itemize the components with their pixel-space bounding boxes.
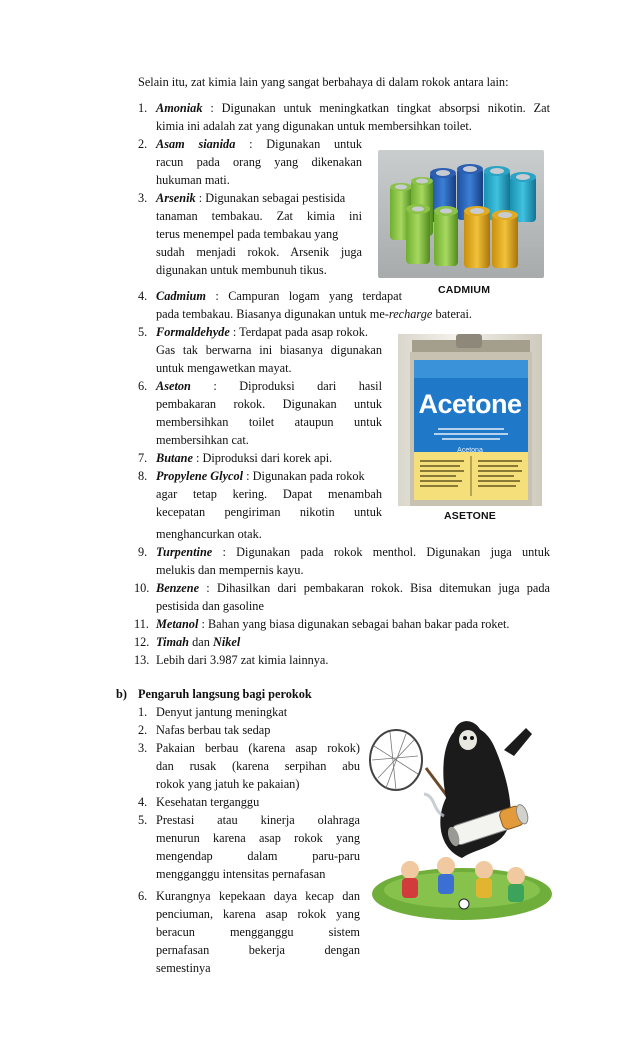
list-item-line: untuk mengawetkan mayat.: [156, 361, 292, 375]
item-number: 4.: [138, 289, 148, 303]
item-number: 10.: [134, 581, 150, 595]
chemical-name: Timah: [156, 635, 190, 649]
intro-text: Selain itu, zat kimia lain yang sangat berbahaya di dalam rokok antara lain:: [138, 75, 509, 89]
list-item-line: beracun mengganggu sistem: [156, 925, 360, 939]
list-item-line: melukis dan mempernis kayu.: [156, 563, 304, 577]
chemical-name: Arsenik: [156, 191, 196, 205]
list-item: Formaldehyde : Terdapat pada asap rokok.: [156, 325, 369, 339]
list-item: Arsenik : Digunakan sebagai pestisida: [156, 191, 346, 205]
list-item-line: membersihkan cat.: [156, 433, 249, 447]
item-number: 5.: [138, 813, 148, 827]
list-item: Amoniak : Digunakan untuk meningkatkan tingkat absorpsi nikotin. Zat: [156, 101, 550, 115]
item-number: 11.: [134, 617, 149, 631]
list-item: Aseton : Diproduksi dari hasil: [156, 379, 382, 393]
item-number: 7.: [138, 451, 148, 465]
list-item: Turpentine : Digunakan pada rokok menthol. Digunakan juga untuk: [156, 545, 550, 559]
item-number: 2.: [138, 137, 148, 151]
item-number: 3.: [138, 741, 148, 755]
list-item-line: pestisida dan gasoline: [156, 599, 264, 613]
chemical-name: Aseton: [156, 379, 191, 393]
item-number: 13.: [134, 653, 150, 667]
chemical-name: Turpentine: [156, 545, 213, 559]
item-number: 6.: [138, 379, 148, 393]
item-number: 1.: [138, 101, 148, 115]
chemical-name: Nikel: [212, 635, 241, 649]
chemical-name: Formaldehyde: [156, 325, 230, 339]
list-item-line: pernafasan bekerja dengan: [156, 943, 360, 957]
list-item: Timah dan Nikel: [156, 635, 241, 649]
list-item: Metanol : Bahan yang biasa digunakan sebagai bahan bakar pada roket.: [156, 617, 510, 631]
list-item-line: Gas tak berwarna ini biasanya digunakan: [156, 343, 382, 357]
item-number: 6.: [138, 889, 148, 903]
chemical-name: Benzene: [156, 581, 200, 595]
chemical-name: Metanol: [156, 617, 199, 631]
list-item-line: menghancurkan otak.: [156, 527, 262, 541]
can-brand-label: Acetone: [418, 389, 522, 419]
acetone-can-image: [398, 334, 542, 506]
list-item-line: dan rusak (karena serpihan abu: [156, 759, 360, 773]
chemical-name: Cadmium: [156, 289, 206, 303]
section-title: Pengaruh langsung bagi perokok: [138, 687, 312, 701]
list-item-line: racun pada orang yang dikenakan: [156, 155, 362, 169]
chemical-name: Propylene Glycol: [156, 469, 244, 483]
list-item-line: menurun karena asap rokok yang: [156, 831, 360, 845]
list-item-line: kecepatan pengiriman nikotin untuk: [156, 505, 382, 519]
list-item: Kurangnya kepekaan daya kecap dan: [156, 889, 360, 903]
cadmium-caption: CADMIUM: [438, 284, 491, 296]
list-item-line: mengendap dalam paru-paru: [156, 849, 360, 863]
item-number: 8.: [138, 469, 148, 483]
list-item: Asam sianida : Digunakan untuk: [156, 137, 362, 151]
cadmium-battery-image: [378, 150, 544, 278]
grim-reaper-cigarette-illustration: [366, 698, 556, 924]
list-item: Denyut jantung meningkat: [156, 705, 288, 719]
item-number: 9.: [138, 545, 148, 559]
item-number: 5.: [138, 325, 148, 339]
list-item: Pakaian berbau (karena asap rokok): [156, 741, 360, 755]
can-sub-label: Acetona: [457, 447, 483, 454]
item-number: 2.: [138, 723, 148, 737]
item-number: 3.: [138, 191, 148, 205]
list-item-line: hukuman mati.: [156, 173, 230, 187]
list-item-line: penciuman, karena asap rokok yang: [156, 907, 360, 921]
chemical-name: Amoniak: [156, 101, 203, 115]
list-item-line: rokok yang jatuh ke pakaian): [156, 777, 300, 791]
list-item-line: tanaman tembakau. Zat kimia ini: [156, 209, 362, 223]
list-item-line: pembakaran rokok. Digunakan untuk: [156, 397, 382, 411]
list-item-line: digunakan untuk membunuh tikus.: [156, 263, 327, 277]
item-number: 1.: [138, 705, 148, 719]
list-item-line: sudah menjadi rokok. Arsenik juga: [156, 245, 362, 259]
list-item: Butane : Diproduksi dari korek api.: [156, 451, 333, 465]
list-item-line: semestinya: [156, 961, 211, 975]
list-item: Prestasi atau kinerja olahraga: [156, 813, 360, 827]
list-item: Propylene Glycol : Digunakan pada rokok: [156, 469, 365, 483]
list-item: Kesehatan terganggu: [156, 795, 260, 809]
chemical-name: Asam sianida: [156, 137, 236, 151]
section-label: b): [116, 687, 127, 701]
list-item: Benzene : Dihasilkan dari pembakaran rokok. Bisa ditemukan juga pada: [156, 581, 550, 595]
list-item-line: membersihkan toilet ataupun untuk: [156, 415, 382, 429]
list-item-line: agar tetap kering. Dapat menambah: [156, 487, 382, 501]
list-item-line: pada tembakau. Biasanya digunakan untuk me-recharge baterai.: [156, 307, 472, 321]
list-item: Lebih dari 3.987 zat kimia lainnya.: [156, 653, 329, 667]
list-item-line: mengganggu intensitas pernafasan: [156, 867, 326, 881]
item-number: 12.: [134, 635, 150, 649]
list-item-line: terus menempel pada tembakau yang: [156, 227, 339, 241]
acetone-caption: ASETONE: [444, 510, 496, 522]
item-number: 4.: [138, 795, 148, 809]
list-item: Cadmium : Campuran logam yang terdapat: [156, 289, 402, 303]
chemical-name: Butane: [156, 451, 193, 465]
list-item-line: kimia ini adalah zat yang digunakan untuk membersihkan toilet.: [156, 119, 472, 133]
list-item: Nafas berbau tak sedap: [156, 723, 271, 737]
